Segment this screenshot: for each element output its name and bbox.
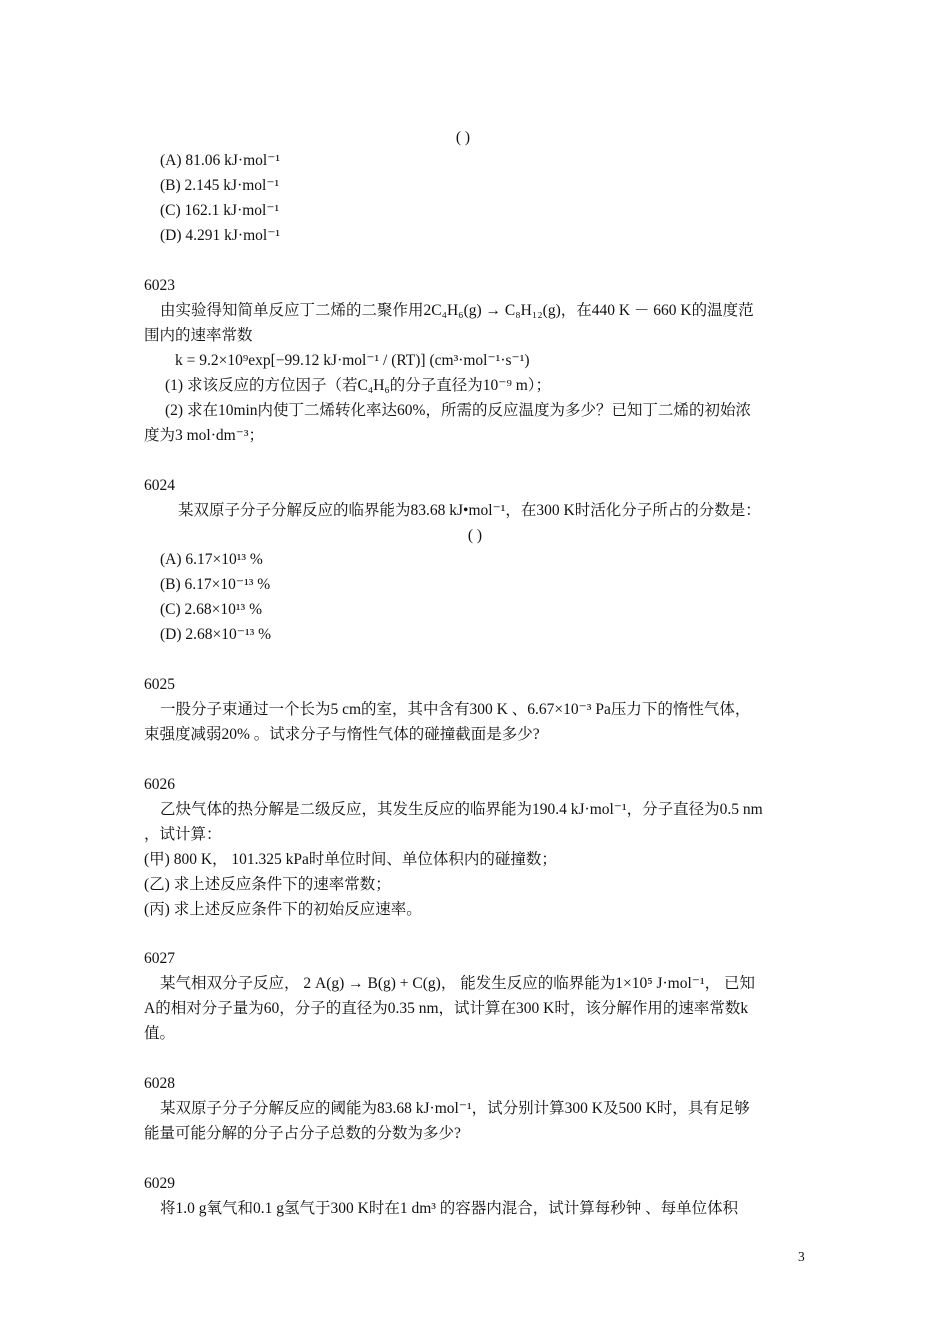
question-6027-text-1: 某气相双分子反应， 2 A(g) → B(g) + C(g)， 能发生反应的临界能为1×10⁵ J·mol⁻¹， 已知 xyxy=(160,975,755,992)
option-c: (C) 2.68×10¹³ % xyxy=(160,601,262,618)
question-6028-text-1: 某双原子分子分解反应的阈能为83.68 kJ·mol⁻¹，试分别计算300 K及500 K时，具有足够 xyxy=(160,1100,750,1117)
question-6023-part-2: (2) 求在10min内使丁二烯转化率达60%，所需的反应温度为多少？已知丁二烯的初始浓 xyxy=(165,402,751,419)
question-6025-text-2: 束强度减弱20% 。试求分子与惰性气体的碰撞截面是多少? xyxy=(144,726,540,743)
question-6028-text-2: 能量可能分解的分子占分子总数的分数为多少? xyxy=(144,1125,461,1142)
option-c: (C) 162.1 kJ·mol⁻¹ xyxy=(160,202,280,219)
option-a: (A) 81.06 kJ·mol⁻¹ xyxy=(160,152,281,169)
question-6023-text-1: 由实验得知简单反应丁二烯的二聚作用2C₄H₆(g) → C₈H₁₂(g)，在440 K － 660 K的温度范 xyxy=(160,302,754,319)
page-number: 3 xyxy=(798,1249,805,1264)
question-6023-part-1: (1) 求该反应的方位因子（若C₄H₆的分子直径为10⁻⁹ m）； xyxy=(165,377,552,394)
question-number-6025: 6025 xyxy=(144,676,175,693)
question-number-6027: 6027 xyxy=(144,950,175,967)
question-6025-text-1: 一股分子束通过一个长为5 cm的室，其中含有300 K 、6.67×10⁻³ Pa压力下的惰性气体， xyxy=(160,701,751,718)
question-6027-text-3: 值。 xyxy=(144,1025,176,1042)
option-a: (A) 6.17×10¹³ % xyxy=(160,551,263,568)
question-6026-part-a: (甲) 800 K， 101.325 kPa时单位时间、单位体积内的碰撞数； xyxy=(144,851,557,868)
question-6027-text-2: A的相对分子量为60，分子的直径为0.35 nm，试计算在300 K时，该分解作用的速率常数k xyxy=(144,1000,749,1017)
option-d: (D) 2.68×10⁻¹³ % xyxy=(160,626,272,643)
question-6026-part-c: (丙) 求上述反应条件下的初始反应速率。 xyxy=(144,901,422,918)
option-d: (D) 4.291 kJ·mol⁻¹ xyxy=(160,227,281,244)
question-number-6028: 6028 xyxy=(144,1075,175,1092)
answer-blank: ( ) xyxy=(467,527,483,544)
question-6024-text: 某双原子分子分解反应的临界能为83.68 kJ•mol⁻¹，在300 K时活化分子所占的分数是： xyxy=(178,502,761,519)
question-6023-text-6: 度为3 mol·dm⁻³； xyxy=(144,427,265,444)
question-number-6024: 6024 xyxy=(144,477,175,494)
question-number-6029: 6029 xyxy=(144,1175,175,1192)
question-number-6026: 6026 xyxy=(144,776,175,793)
question-6026-text-2: ，试计算： xyxy=(144,826,222,843)
question-6026-part-b: (乙) 求上述反应条件下的速率常数； xyxy=(144,876,391,893)
option-b: (B) 2.145 kJ·mol⁻¹ xyxy=(160,177,280,194)
rate-constant-equation: k = 9.2×10⁹exp[−99.12 kJ·mol⁻¹ / (RT)] (cm³·mol⁻¹·s⁻¹) xyxy=(175,352,530,369)
question-6023-text-2: 围内的速率常数 xyxy=(144,327,253,344)
question-number-6023: 6023 xyxy=(144,277,175,294)
question-6029-text-1: 将1.0 g氧气和0.1 g氢气于300 K时在1 dm³ 的容器内混合，试计算每秒钟 、每单位体积 xyxy=(160,1200,739,1217)
question-6026-text-1: 乙炔气体的热分解是二级反应，其发生反应的临界能为190.4 kJ·mol⁻¹，分子直径为0.5 nm xyxy=(160,801,763,818)
option-b: (B) 6.17×10⁻¹³ % xyxy=(160,576,271,593)
answer-blank: ( ) xyxy=(455,129,471,146)
